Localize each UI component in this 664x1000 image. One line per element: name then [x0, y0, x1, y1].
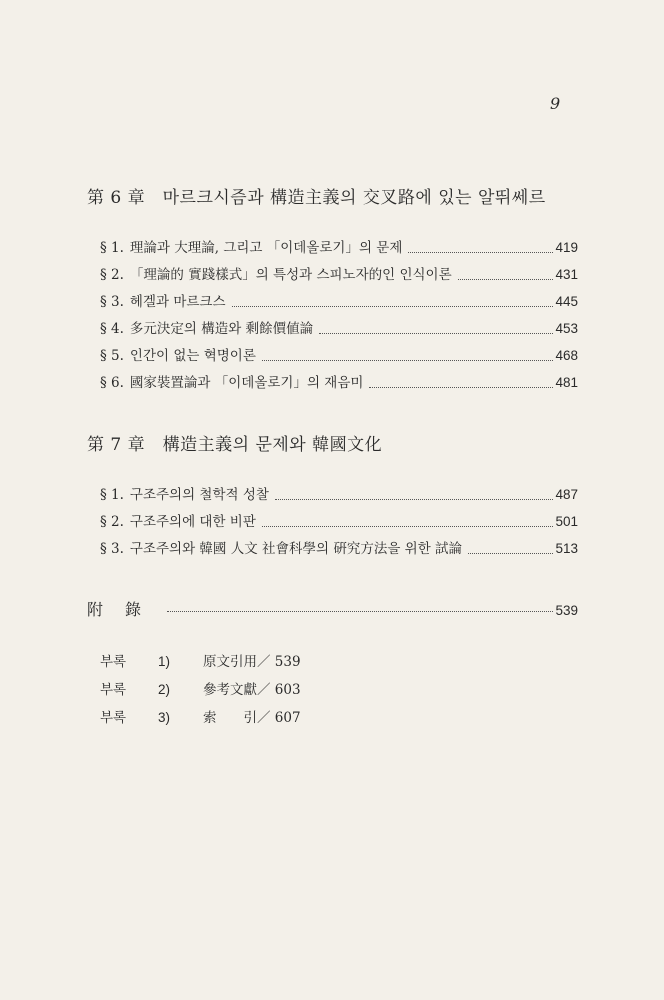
dot-leader — [262, 360, 554, 361]
section-title: 인간이 없는 혁명이론 — [129, 348, 256, 364]
appendix-item-number: 1) — [158, 654, 171, 669]
appendix-page: 539 — [555, 603, 578, 618]
section-title: 구조주의의 철학적 성찰 — [129, 487, 269, 503]
section-number: § 4. — [100, 321, 124, 337]
appendix-item-label: 부록 — [100, 710, 127, 726]
toc-row[interactable] — [100, 483, 578, 510]
section-number: § 5. — [100, 348, 124, 364]
section-page: 431 — [555, 267, 578, 282]
appendix-item-number: 2) — [158, 682, 171, 697]
section-page: 501 — [555, 514, 578, 529]
section-page: 453 — [555, 321, 578, 336]
section-title: 구조주의에 대한 비판 — [129, 514, 256, 530]
toc-row[interactable] — [100, 537, 578, 564]
dot-leader — [408, 252, 553, 253]
section-page: 419 — [555, 240, 578, 255]
toc-row[interactable] — [100, 344, 578, 371]
section-title: 헤겔과 마르크스 — [129, 294, 226, 310]
toc-row[interactable] — [100, 510, 578, 537]
dot-leader — [232, 306, 554, 307]
appendix-row[interactable] — [87, 597, 578, 620]
dot-leader — [468, 553, 553, 554]
section-title: 구조주의와 韓國 人文 社會科學의 硏究方法을 위한 試論 — [129, 541, 463, 557]
section-number: § 6. — [100, 375, 124, 391]
section-page: 481 — [555, 375, 578, 390]
appendix-item-title: 索 引／ 607 — [203, 710, 301, 726]
section-number: § 2. — [100, 514, 124, 530]
section-number: § 2. — [100, 267, 124, 283]
section-number: § 1. — [100, 240, 124, 256]
appendix-item-number: 3) — [158, 710, 171, 725]
appendix-item-title: 原文引用／ 539 — [203, 654, 301, 670]
toc-row[interactable] — [100, 236, 578, 263]
dot-leader — [458, 279, 554, 280]
section-number: § 3. — [100, 294, 124, 310]
dot-leader — [369, 387, 553, 388]
appendix-item-label: 부록 — [100, 682, 127, 698]
page-number: 9 — [550, 94, 561, 113]
chapter-6-section-list — [100, 236, 578, 398]
toc-row[interactable] — [100, 317, 578, 344]
section-number: § 3. — [100, 541, 124, 557]
section-title: 國家裝置論과 「이데올로기」의 재음미 — [129, 375, 364, 391]
section-page: 468 — [555, 348, 578, 363]
toc-row[interactable] — [100, 290, 578, 317]
appendix-sub-list — [100, 650, 301, 734]
appendix-item[interactable] — [100, 650, 301, 678]
section-title: 多元決定의 構造와 剩餘價値論 — [129, 321, 314, 337]
dot-leader — [319, 333, 553, 334]
chapter-6-title: 第 6 章 마르크시즘과 構造主義의 交叉路에 있는 알뛰쎄르 — [87, 188, 546, 208]
section-page: 487 — [555, 487, 578, 502]
chapter-7-section-list — [100, 483, 578, 564]
section-page: 445 — [555, 294, 578, 309]
dot-leader — [167, 611, 553, 612]
appendix-label: 附錄 — [87, 600, 164, 619]
appendix-item-title: 參考文獻／ 603 — [203, 682, 301, 698]
section-title: 「理論的 實踐樣式」의 특성과 스피노자的인 인식이론 — [129, 267, 452, 283]
section-page: 513 — [555, 541, 578, 556]
appendix-item[interactable] — [100, 678, 301, 706]
dot-leader — [262, 526, 554, 527]
appendix-item-label: 부록 — [100, 654, 127, 670]
appendix-item[interactable] — [100, 706, 301, 734]
section-title: 理論과 大理論, 그리고 「이데올로기」의 문제 — [129, 240, 403, 256]
toc-row[interactable] — [100, 371, 578, 398]
toc-row[interactable] — [100, 263, 578, 290]
dot-leader — [275, 499, 554, 500]
section-number: § 1. — [100, 487, 124, 503]
chapter-7-title: 第 7 章 構造主義의 문제와 韓國文化 — [87, 435, 383, 455]
